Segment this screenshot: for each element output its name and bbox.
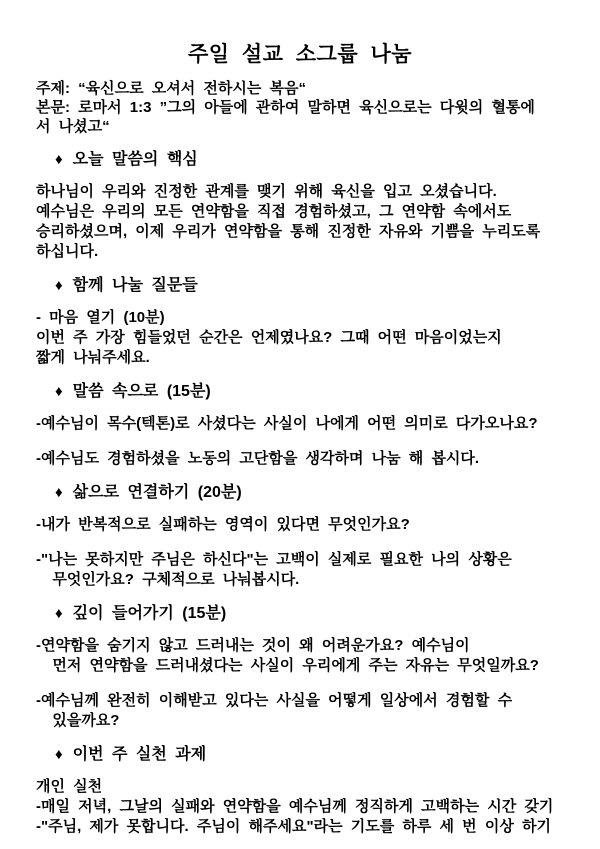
diamond-bullet-icon: ♦ [55,484,63,501]
sermon-scripture-line: 본문: 로마서 1:3 ”그의 아들에 관하여 말하면 육신으로는 다윗의 혈통에 [36,99,535,116]
sermon-topic-line: 주제: “육신으로 오셔서 전하시는 복음“ [36,80,307,97]
text-line: 먼저 연약함을 드러내셨다는 사실이 우리에게 주는 자유는 무엇일까요? [36,657,539,674]
section-heading-label: 삶으로 연결하기 (20분) [72,484,242,501]
text-block [36,777,584,837]
text-line: 하십니다. [36,243,99,260]
section-heading [55,150,580,170]
text-block [36,691,584,731]
text-block [36,449,584,469]
document-section [0,150,600,262]
text-line: -예수님이 목수(텍톤)로 사셨다는 사실이 나에게 어떤 의미로 다가오나요? [36,415,538,432]
section-heading-label: 오늘 말씀의 핵심 [72,151,198,168]
section-heading [55,483,580,503]
text-line: 개인 실천 [36,778,103,795]
text-line: -예수님도 경험하셨을 노동의 고단함을 생각하며 나눔 해 봅시다. [36,450,480,467]
text-block [36,550,584,590]
page-title: 주일 설교 소그룹 나눔 [187,43,413,66]
section-heading-label: 말씀 속으로 (15분) [72,383,211,400]
section-heading-label: 함께 나눌 질문들 [72,277,198,294]
diamond-bullet-icon: ♦ [55,605,63,622]
text-line: 이번 주 가장 힘들었던 순간은 언제였나요? 그때 어떤 마음이었는지 [36,329,502,346]
document-section [0,604,600,731]
text-line: 무엇인가요? 구체적으로 나눠봅시다. [36,571,300,588]
text-line: 하나님이 우리와 진정한 관계를 맺기 위해 육신을 입고 오셨습니다. [36,183,497,200]
text-line: -예수님께 완전히 이해받고 있다는 사실을 어떻게 일상에서 경험할 수 [36,692,513,709]
text-line: 승리하셨으며, 이제 우리가 연약함을 통해 진정한 자유와 기쁨을 누리도록 [36,223,541,240]
text-line: 예수님은 우리의 모든 연약함을 직접 경험하셨고, 그 연약함 속에서도 [36,203,512,220]
sermon-info-block [36,79,580,136]
text-block [36,308,584,368]
section-heading [55,745,580,765]
sermon-scripture-line-continued: 서 나셨고“ [36,118,110,135]
document-section [0,483,600,590]
text-line: - 마음 열기 (10분) [36,309,165,326]
section-heading [55,604,580,624]
text-block [36,515,584,535]
diamond-bullet-icon: ♦ [55,383,63,400]
text-line: -내가 반복적으로 실패하는 영역이 있다면 무엇인가요? [36,516,410,533]
text-line: -"주님, 제가 못합니다. 주님이 해주세요"라는 기도를 하루 세 번 이상 하기 [36,818,551,835]
text-line: 짧게 나눠주세요. [36,349,150,366]
text-block [36,182,584,262]
section-heading [55,382,580,402]
diamond-bullet-icon: ♦ [55,277,63,294]
document-section [0,745,600,837]
diamond-bullet-icon: ♦ [55,746,63,763]
document-section [0,276,600,368]
text-block [36,636,584,676]
text-line: -매일 저녁, 그날의 실패와 연약함을 예수님께 정직하게 고백하는 시간 갖기 [36,798,554,815]
section-heading-label: 이번 주 실천 과제 [72,746,207,763]
section-heading [55,276,580,296]
diamond-bullet-icon: ♦ [55,151,63,168]
text-line: -"나는 못하지만 주님은 하신다"는 고백이 실제로 필요한 나의 상황은 [36,551,512,568]
text-line: -연약함을 숨기지 않고 드러내는 것이 왜 어려운가요? 예수님이 [36,637,470,654]
sections-container [0,150,600,837]
section-heading-label: 깊이 들어가기 (15분) [72,605,227,622]
document-section [0,382,600,469]
text-line: 있을까요? [36,712,120,729]
text-block [36,414,584,434]
